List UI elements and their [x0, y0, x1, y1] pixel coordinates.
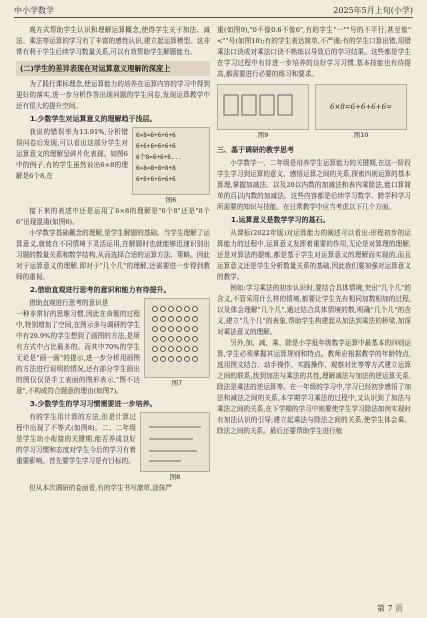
figure-6-block	[132, 127, 210, 206]
figure-10-caption: 图10	[353, 131, 369, 139]
paragraph-2b: 一种非常好的思维习惯,因此在命题的过程中,特别增加了空间,在图示多与调研的学生中有29.9%的学生想到了画图的方法,是所有方式中占比最多的。而其中70%的学生无论是"画一画"的提示,进一步分析用画图的方法进行说明的情况,还有部分学生画出的图仅仅是手工表面的图形表示,"图不达意",不构成符合题意的理由(如图7)。	[16, 310, 140, 395]
figure-6	[132, 127, 210, 195]
journal-name: 中小学数学	[14, 6, 54, 15]
figure-8-caption: 图8	[169, 473, 181, 481]
right-paragraph-3: 另外,加、减、乘、除是小学低年级数学运算中最基本的四则运算,学生必须掌握其运算规则和特点。教师应根据教学的年龄特点,选用图文结合、动手操作、实践操作、观察对比等等方式建立运算之间的联系,找到加法与乘法的共性,理解减法与加法的逆运算关系,除法是乘法的逆运算等。在一年级的学习中,学习已经初步感悟了加法和减法之间的关系,本学期学习乘法的过程中,又认识到了加法与乘法之间的关系,在下学期的学习中则要使学生学习除法如何实现时有加法认识的引导,建立起乘法与除法之间的关系,使学生体会乘、除法之间的关系。最后还要帮助学生进行梳	[217, 339, 411, 435]
subhead-2: 2.借助直观进行思考的意识和能力有待提升。	[30, 286, 171, 294]
section-3-paragraph: 小学数学一、二年级是培养学生运算能力的关键期,在这一阶段学生学习到运算的意义、感悟运算之间的关系,探索四则运算的基本算理,掌握加减法、以及20以内数的加减法和表内乘除法,能口算简单的百以内数的加减法。这些内容都是后续学习数学、跨学科学习所需要的知识与技能。在日常教学中应当考虑以下几个方面。	[217, 159, 411, 211]
figure-8-drawing	[141, 413, 209, 469]
fig6-line: 6个8=6+6+6...	[136, 154, 182, 161]
figure-9	[217, 84, 309, 130]
figure-9-caption: 图9	[257, 131, 269, 139]
subhead-1: 1.少数学生对运算意义的理解趋于浅层。	[30, 115, 157, 123]
paragraph-1b: 接下来的表述中还是运用了6×8的理解是"6个8"还是"8个6"出现混淆(如图6)。	[16, 207, 210, 226]
right-column	[217, 25, 411, 437]
intro-paragraph: 观方式帮助学生认识和理解运算概念,使得学生关于加法、减法、乘法等运算的学习有了丰富的感性认识,建立起运算模型。这非常有利于学生后续学习数量关系,可以有效帮助学生解题能力。	[16, 26, 210, 56]
figures-9-10	[217, 84, 411, 141]
right-subhead-1: 1.运算意义是数学学习的基石。	[231, 216, 330, 224]
figure-8-block	[140, 412, 210, 483]
fig6-line: 6×8=8+8+8+8	[136, 165, 176, 172]
figure-9-drawing	[218, 85, 308, 127]
fig6-line: 6×8=6+6+6+6	[136, 132, 176, 139]
right-paragraph-1: 从课标(2022年版)对运算能力的阐述可以看出:形程初步的运算能力的过程中,运算意义发挥着重要的作用,无论是对算理的理解,还是对算法的提炼,都是基于学生对运算意义的理解而实现的,而且运算意义还是学生分析数量关系的基础,因此我们要加强对运算意义的教学。	[217, 229, 411, 281]
paragraph-1a: 我说的错误率为13.91%,分析错误问卷后发现,可以看出这部分学生对运算意义的理解呈碎片化表现。如图6中的例子,有的学生虽然说出6×8的理解是6个8,在	[16, 128, 128, 180]
figure-10	[315, 84, 407, 130]
paragraph-top: 重(如图9),"0不像0.6不像6",有的学生"一""号的不平行,甚至像"<""号(如图10);有的学生表达简单,不严谨;有的学生口算出错,用错乘法口诀或对乘法口诀不熟练以导致后的学习结果。这些都是学生在学习过程中有待进一步培养的良好学习习惯,基本技能也有待提高,都需要进行必要的练习和要求。	[217, 26, 411, 78]
subhead-3: 3.少数学生的学习习惯需要进一步培养。	[30, 400, 157, 408]
section-2-title: (二)学生的差异表现在对运算意义理解的深度上	[16, 61, 210, 76]
section-3-title: 三、基于调研的教学思考	[217, 146, 294, 154]
right-paragraph-2: 例如:学习乘法的初步认识时,要结合具体情境,突出"几个几"的含义,不管采用什么样的情境,都要让学生先有相同加数相加的过程,以及体会理解"几个几",通过结合具体情境的数,明确"几个几"的含义,建立"几个几"的表象,帮助学生构建起从加法到乘法的桥梁,加深对乘法意义的理解。	[217, 284, 411, 336]
fig6-line: 6+6+6+6+6+6	[136, 176, 176, 183]
figure-7-caption: 图7	[171, 379, 183, 387]
figure-7-drawing	[145, 299, 209, 375]
issue-date: 2025年5月上旬(小学)	[333, 6, 413, 15]
paragraph-2a: 借助直观进行思考的意识是	[29, 299, 109, 307]
figure-8	[140, 412, 210, 472]
figure-10-equation: 6×8=6+6+6+6=	[330, 102, 392, 111]
figure-7	[144, 298, 210, 378]
figure-9-block	[217, 84, 309, 141]
fig6-wrap	[16, 127, 210, 206]
paragraph-3a: 有的学生用计算的方法,但是计算过程中出现了不等式(如图8)。二、二年级是学生幼小衔接的关键期,能否养成良好的学习习惯和态度对学生今后的学习有着重要影响。首先要学生学习是有目标的。	[16, 413, 136, 465]
page-number: 第 7 页	[376, 604, 403, 613]
header-rule	[14, 17, 413, 18]
figure-6-caption: 图6	[165, 196, 177, 204]
paragraph-1c: 小学数学基础概念的理解,是学生解题的基础。当学生理解了运算意义,就能在不同情境下灵活运用,在解题时也就能够迅速识别出习题的数量关系和数学结构,从而选择合适的运算方法、策略。因此对于运算意义的理解,即对于"几个几"的理解,还需要进一步得到教师的重视。	[16, 229, 210, 281]
section-2-paragraph: 为了践行课标理念,使运算能力的培养在运算内容的学习中得到更好的落实,进一步分析作答出现问题的学生问卷,发现运算教学中还有很大的提升空间。	[16, 80, 210, 110]
fig7-text	[16, 298, 140, 397]
running-header	[14, 4, 413, 18]
fig7-wrap	[16, 298, 210, 397]
figure-7-block	[144, 298, 210, 397]
paragraph-3b: 但从本次调研的卷面看,有的学生书写潦草,涂抹严	[29, 484, 172, 492]
figure-10-block	[315, 84, 407, 141]
fig8-wrap	[16, 412, 210, 483]
fig6-line: 6+6+6+6+6+6	[136, 143, 176, 150]
left-column	[16, 25, 210, 494]
